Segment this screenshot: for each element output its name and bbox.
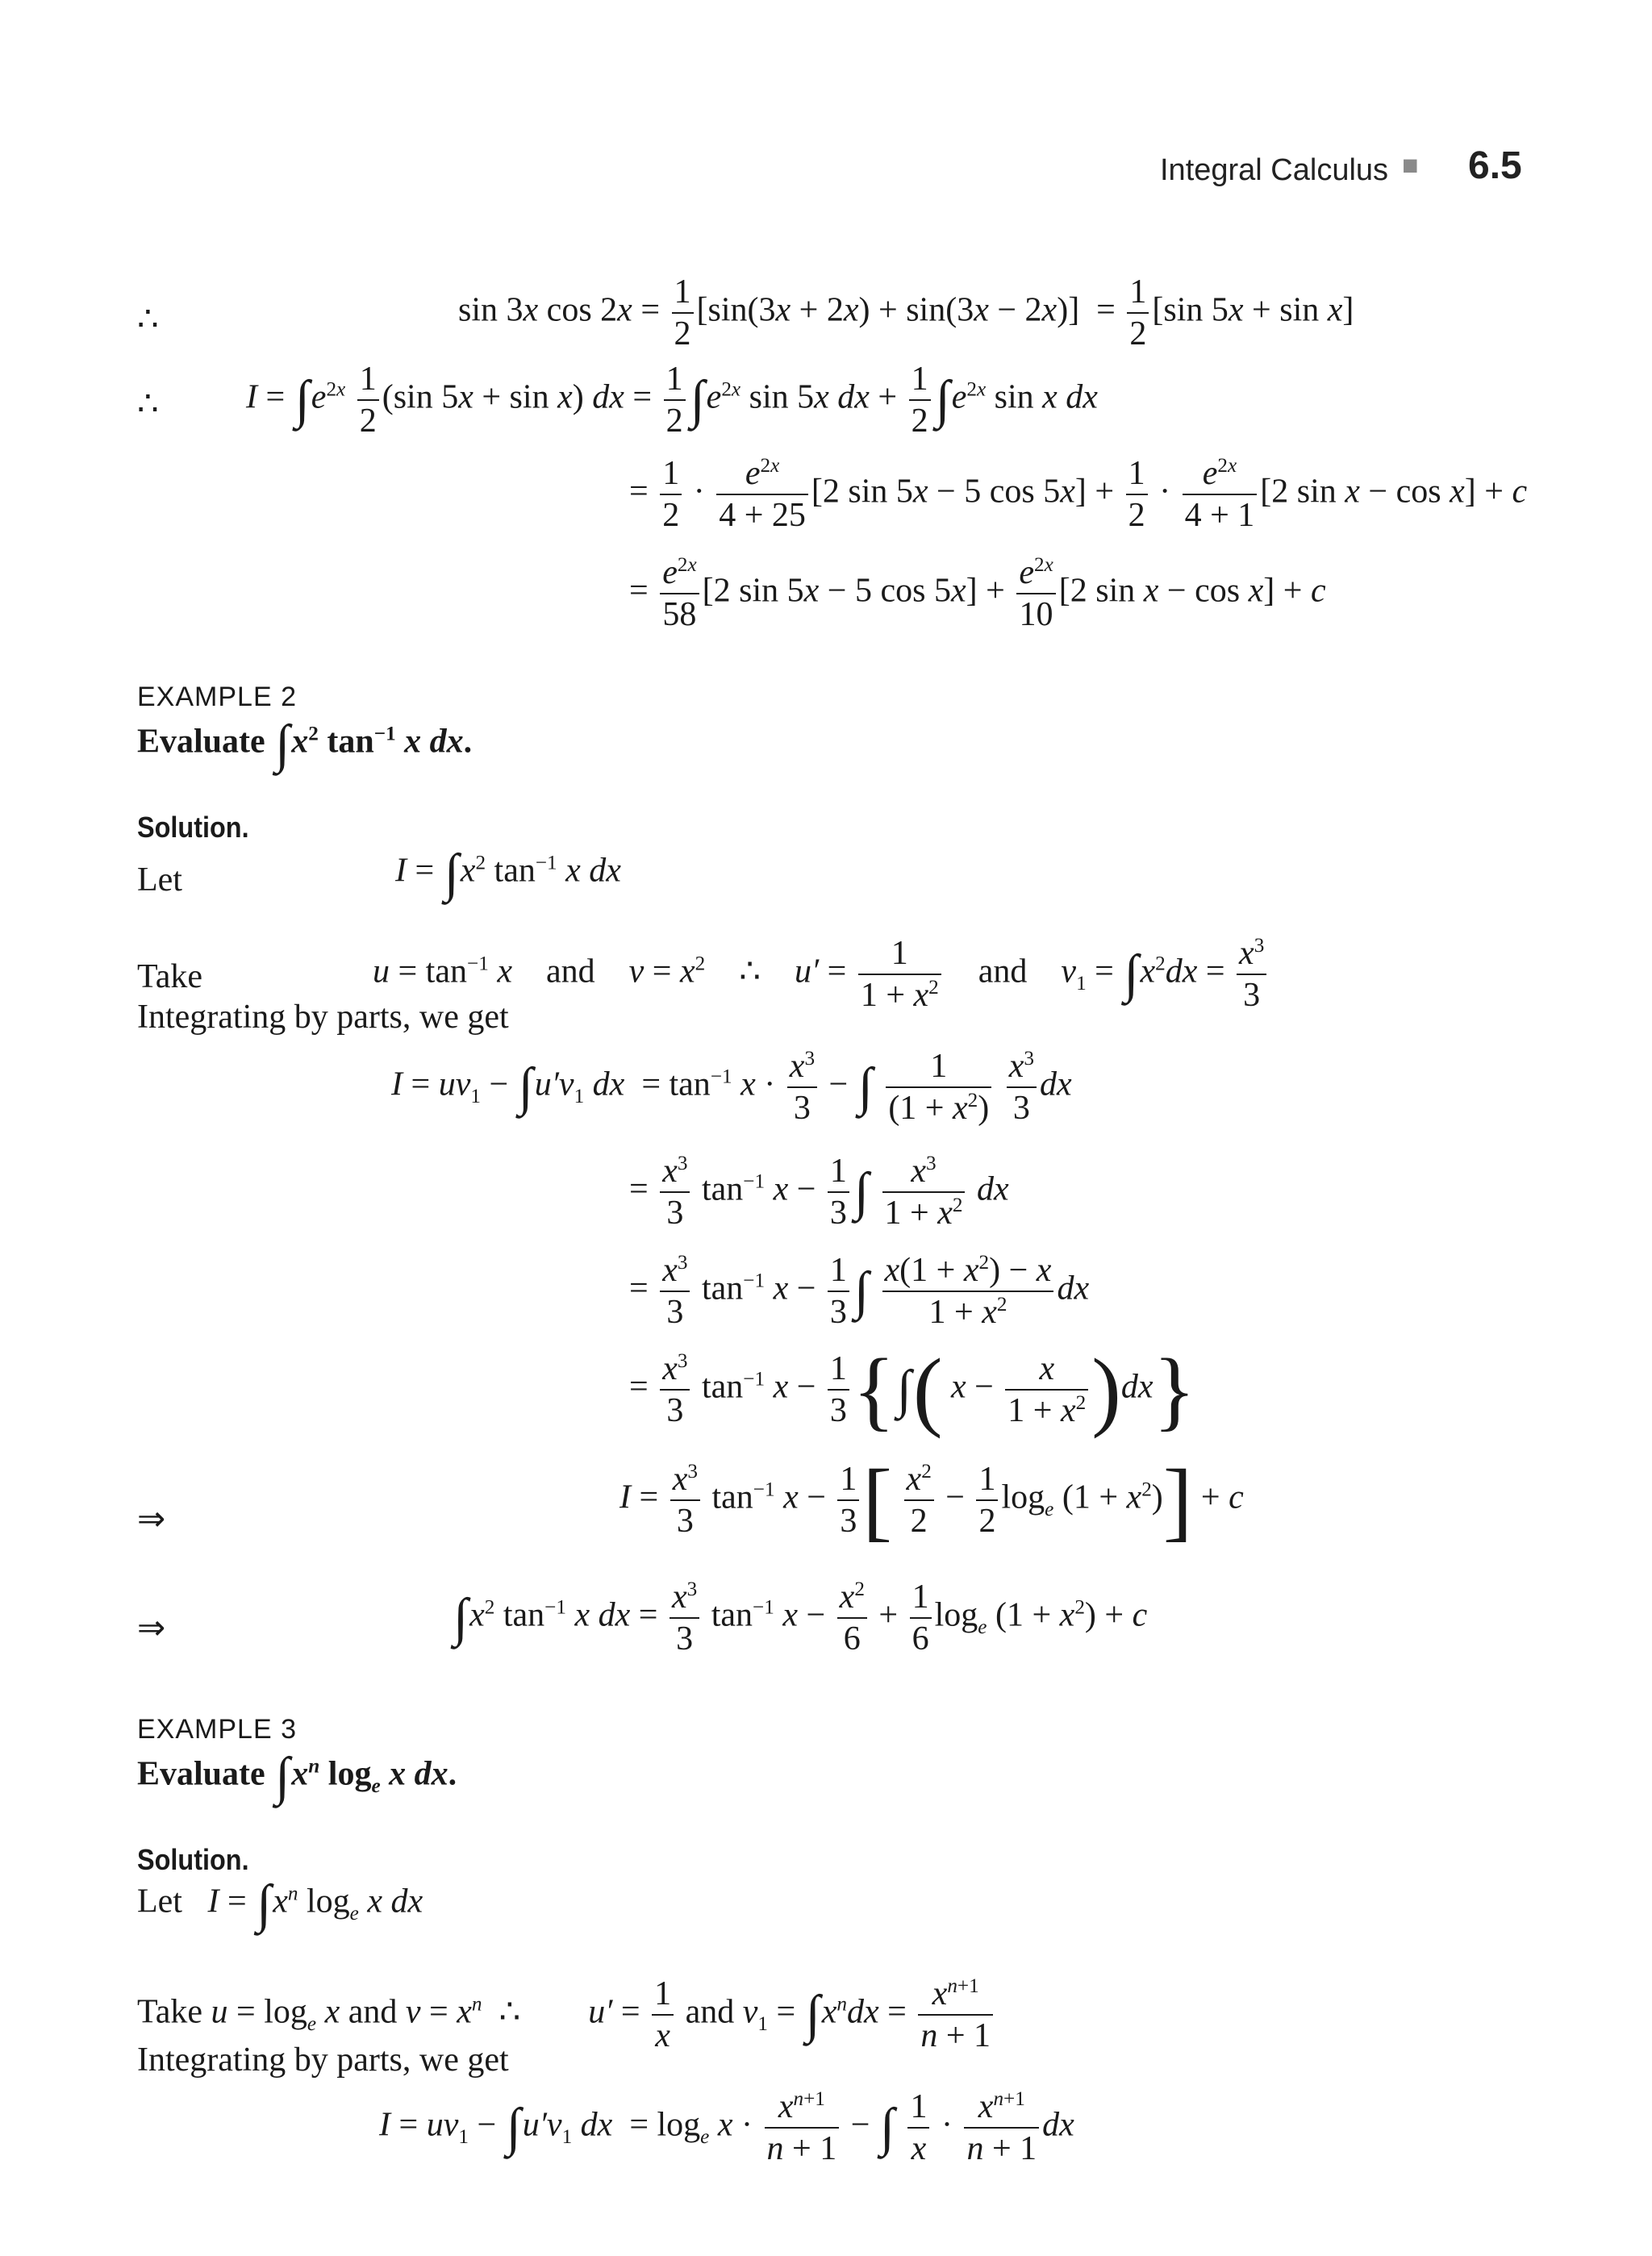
implies-symbol: ⇒ <box>137 1610 166 1647</box>
example-2-label: EXAMPLE 2 <box>137 682 297 712</box>
equation-line: = $\frac{x^3}{3}$ $\tan^{-1} x$ − $\frac{1}{3}$ {∫( x − $\frac{x}{1 + x^2}$ )dx} <box>629 1341 1196 1439</box>
equation-line: sin 3x cos 2x = $\frac{1}{2}$ [sin(3x + 2x) + sin(3x − 2x)] = $\frac{1}{2}$ [sin 5x + sin x] <box>458 273 1354 353</box>
and-word: and <box>978 953 1028 990</box>
equation-line: Take $u = \log_e x$ and $v = x^n$ ∴ u′ = $\frac{1}{x}$ and $v_1 = \int x^ndx$ = $\frac{x^{n+1}}{n + 1}$ <box>137 1976 996 2054</box>
solution-label: Solution. <box>137 1843 249 1876</box>
equation-line: $I = \int x^2$ $\tan^{-1} x$ dx <box>395 844 621 903</box>
equation-line: I = $\frac{x^3}{3}$ $\tan^{-1} x$ − $\frac{1}{3}$ [ $\frac{x^2}{2}$ − $\frac{1}{2}$ $\log_e (1 + x^2)] + c$ <box>620 1451 1244 1549</box>
example-3-label: EXAMPLE 3 <box>137 1714 297 1745</box>
equation-line: = $\frac{1}{2}$ · $\frac{e^{2x}}{4 + 25}$ [2 sin 5x − 5 cos 5x] + $\frac{1}{2}$ · $\frac{e^{2x}}{4 + 1}$ [2 sin x − cos x] + c <box>629 455 1528 535</box>
implies-symbol: ⇒ <box>137 1501 166 1538</box>
equation-line: Let $I = \int x^n$ $\log_e x$ dx <box>137 1874 423 1933</box>
equation-line: $\int x^2$ $\tan^{-1} x$ dx = $\frac{x^3}{3}$ $\tan^{-1} x$ − $\frac{x^2}{6}$ + $\frac{1}{6}$ $\log_e (1 + x^2) + c$ <box>453 1578 1148 1658</box>
equation-line: = $\frac{x^3}{3}$ $\tan^{-1} x$ − $\frac{1}{3}$ ∫ $\frac{x^3}{1 + x^2}$ dx <box>629 1153 1009 1232</box>
and-word: and <box>348 1993 398 2031</box>
take-label: Take <box>137 1993 203 2031</box>
equation-line: = $\frac{x^3}{3}$ $\tan^{-1} x$ − $\frac{1}{3}$ ∫ $\frac{x(1 + x^2) - x}{1 + x^2}$ dx <box>629 1252 1090 1332</box>
running-title: Integral Calculus <box>1160 153 1389 187</box>
equation-line: = $\frac{e^{2x}}{58}$ [2 sin 5x − 5 cos 5x] + $\frac{e^{2x}}{10}$ [2 sin x − cos x] + c <box>629 554 1326 634</box>
equation-line: $u = \tan^{-1} x$ and $v = x^2$ ∴ u′ = $\frac{1}{1 + x^2}$ and $v_1 = \int x^2dx$ = $\frac{x^3}{3}$ <box>373 936 1270 1013</box>
and-word: and <box>685 1993 735 2031</box>
therefore-symbol: ∴ <box>499 1993 521 2031</box>
integrating-by-parts-text: Integrating by parts, we get <box>137 2041 509 2079</box>
equation-line: $I = \int e^{2x}$ $\frac{1}{2}$ (sin 5x + sin x) dx = $\frac{1}{2}$ $\int e^{2x}$ sin 5x dx + $\frac{1}{2}$ $\int e^{2x}$ sin x dx <box>246 361 1098 440</box>
therefore-symbol: ∴ <box>739 953 761 990</box>
integrating-by-parts-text: Integrating by parts, we get <box>137 999 509 1036</box>
square-marker-icon: ■ <box>1402 150 1419 181</box>
solution-label: Solution. <box>137 811 249 844</box>
let-label: Let <box>137 1883 182 1920</box>
therefore-symbol: ∴ <box>137 386 159 423</box>
take-label: Take <box>137 958 203 995</box>
therefore-symbol: ∴ <box>137 301 159 338</box>
example-2-title: Evaluate $\int x^2$ $\tan^{-1} x$ dx. <box>137 715 473 774</box>
let-label: Let <box>137 861 182 899</box>
equation-line: $I = uv_1 - \int u'v_1$ dx = $\tan^{-1} x$ · $\frac{x^3}{3}$ − ∫ $\frac{1}{(1 + x^2)}$ $\frac{x^3}{3}$ dx <box>391 1048 1072 1128</box>
example-3-title: Evaluate $\int x^n$ $\log_e x$ dx. <box>137 1747 457 1806</box>
equation-line: $I = uv_1 - \int u'v_1$ dx = $\log_e x$ · $\frac{x^{n+1}}{n + 1}$ − ∫ $\frac{1}{x}$ · $\frac{x^{n+1}}{n + 1}$ dx <box>379 2088 1074 2168</box>
and-word: and <box>545 953 595 990</box>
page-number: 6.5 <box>1468 144 1522 187</box>
